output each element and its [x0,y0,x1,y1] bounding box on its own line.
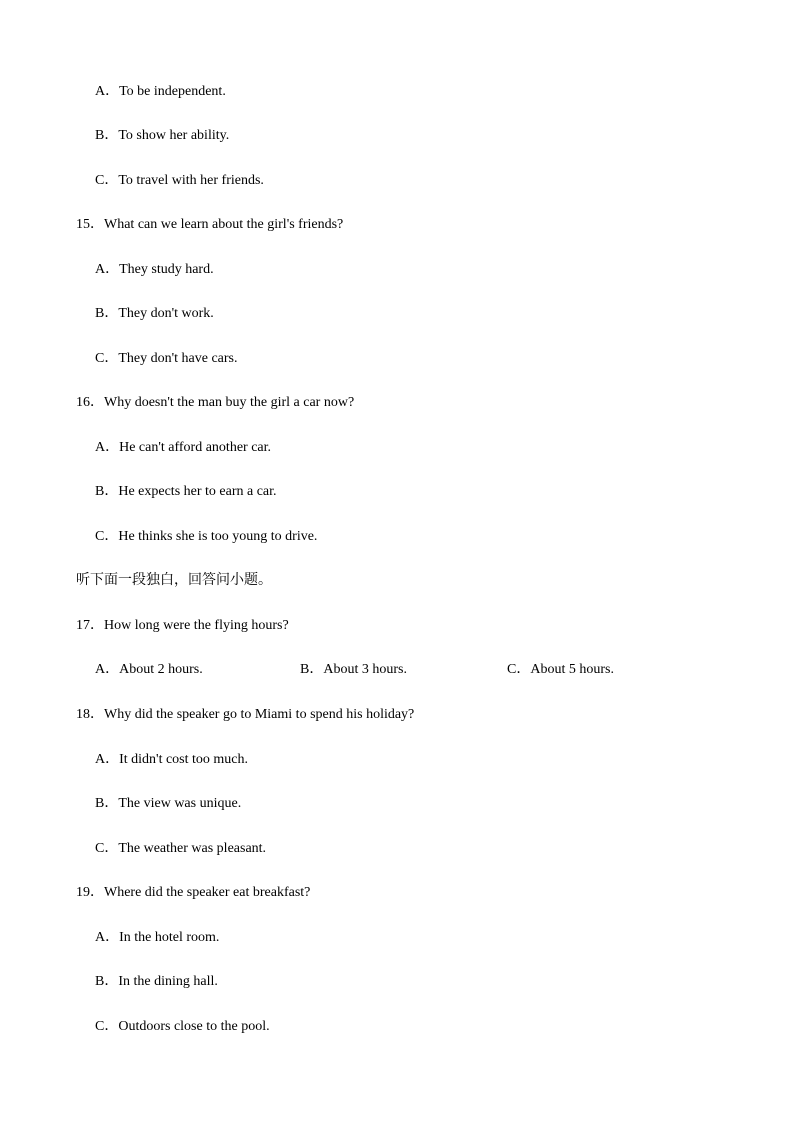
q19-option-a: A．In the hotel room. [95,930,220,945]
q17-option-c: C．About 5 hours. [507,662,614,677]
q19-option-c: C．Outdoors close to the pool. [95,1019,270,1034]
question-19: 19．Where did the speaker eat breakfast? [76,885,311,900]
section-instruction: 听下面一段独白，回答问小题。 [76,572,272,588]
option-a: A．To be independent. [95,84,226,99]
question-16: 16．Why doesn't the man buy the girl a car now? [76,395,355,410]
q18-option-c: C．The weather was pleasant. [95,841,267,856]
q17-option-b: B．About 3 hours. [300,662,407,677]
q18-option-a: A．It didn't cost too much. [95,752,249,767]
q15-option-a: A．They study hard. [95,262,214,277]
q16-option-a: A．He can't afford another car. [95,440,272,455]
q17-option-a: A．About 2 hours. [95,662,203,677]
q18-option-b: B．The view was unique. [95,796,242,811]
option-b: B．To show her ability. [95,128,230,143]
q16-option-b: B．He expects her to earn a car. [95,484,277,499]
q16-option-c: C．He thinks she is too young to drive. [95,529,318,544]
question-15: 15．What can we learn about the girl's friends? [76,217,344,232]
q19-option-b: B．In the dining hall. [95,974,218,989]
question-17: 17．How long were the flying hours? [76,618,289,633]
question-18: 18．Why did the speaker go to Miami to spend his holiday? [76,707,415,722]
q15-option-c: C．They don't have cars. [95,351,238,366]
q15-option-b: B．They don't work. [95,306,214,321]
option-c: C．To travel with her friends. [95,173,264,188]
